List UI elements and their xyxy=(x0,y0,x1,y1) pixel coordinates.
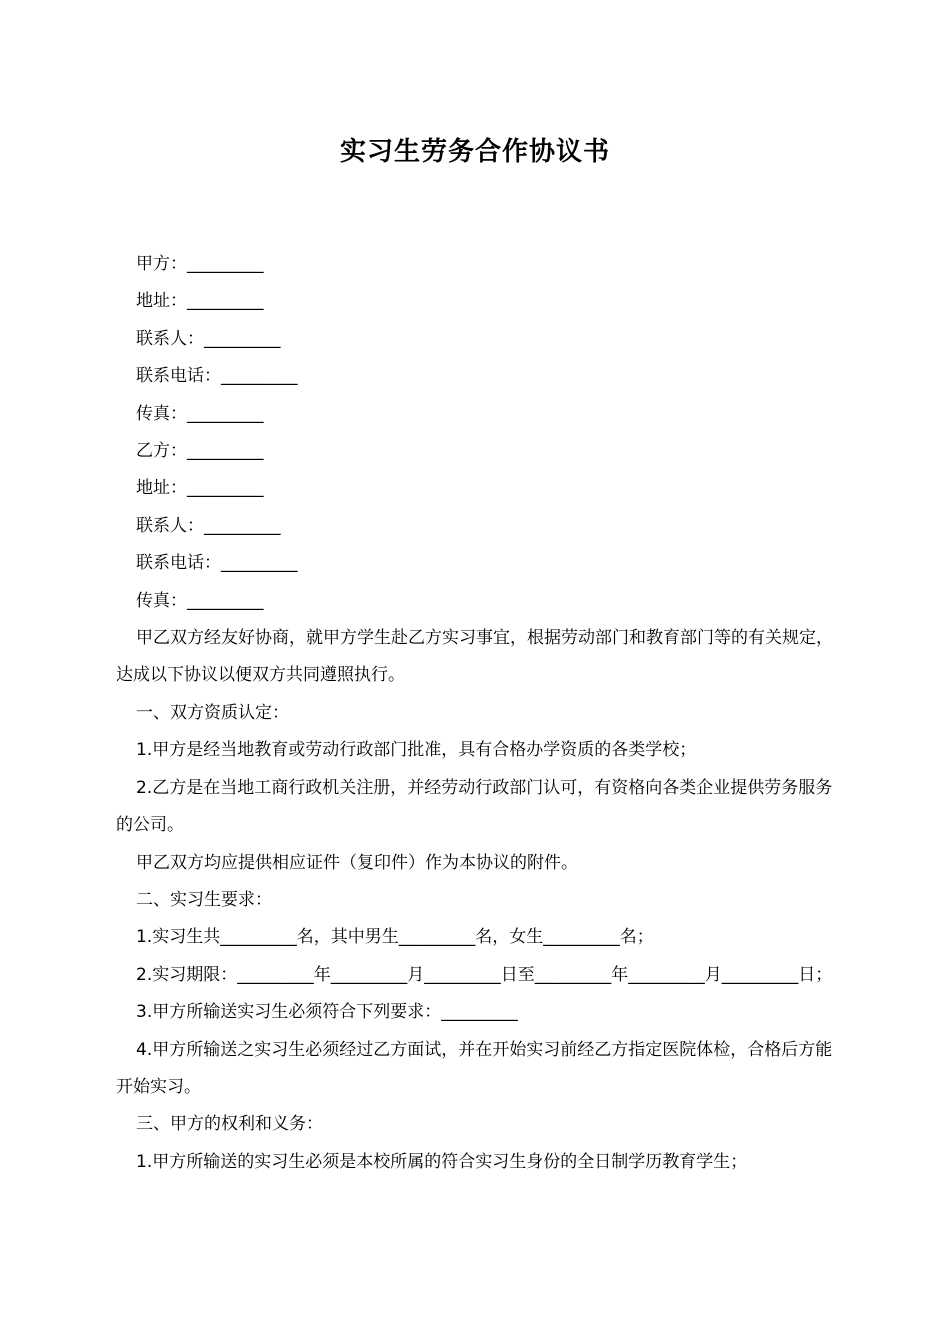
paragraph-1-note: 甲乙双方均应提供相应证件（复印件）作为本协议的附件。 xyxy=(136,852,578,873)
party-b-phone: 联系电话：_________ xyxy=(136,553,298,574)
paragraph-2-1: 1.实习生共_________名，其中男生_________名，女生_________名； xyxy=(136,927,654,948)
party-a-phone: 联系电话：_________ xyxy=(136,366,298,387)
paragraph-2-3: 3.甲方所输送实习生必须符合下列要求：_________ xyxy=(136,1002,518,1023)
party-a-name: 甲方：_________ xyxy=(136,254,264,274)
party-a-fax: 传真：_________ xyxy=(136,403,264,424)
document-body xyxy=(116,246,836,1181)
paragraph-2-4: 4.甲方所输送之实习生必须经过乙方面试，并在开始实习前经乙方指定医院体检，合格后方能开始实习。 xyxy=(116,1039,833,1097)
party-b-contact: 联系人：_________ xyxy=(136,515,281,536)
document-title: 实习生劳务合作协议书 xyxy=(339,137,610,167)
party-b-fax: 传真：_________ xyxy=(136,590,264,611)
party-b-name: 乙方：_________ xyxy=(136,441,264,462)
paragraph-1-1: 1.甲方是经当地教育或劳动行政部门批准，具有合格办学资质的各类学校； xyxy=(136,740,697,761)
paragraph-3-1: 1.甲方所输送的实习生必须是本校所属的符合实习生身份的全日制学历教育学生； xyxy=(136,1151,748,1172)
paragraph-2-2: 2.实习期限：_________年_________月_________日至_________年_________月_________日； xyxy=(136,964,833,985)
party-b-address: 地址：_________ xyxy=(136,478,264,499)
section-heading-1: 一、双方资质认定： xyxy=(136,702,289,723)
section-heading-3: 三、甲方的权利和义务： xyxy=(136,1114,323,1135)
party-a-contact: 联系人：_________ xyxy=(136,328,281,349)
paragraph-1-2: 2.乙方是在当地工商行政机关注册，并经劳动行政部门认可，有资格向各类企业提供劳务服务的公司。 xyxy=(116,777,833,836)
party-a-address: 地址：_________ xyxy=(136,291,264,312)
paragraph-preamble: 甲乙双方经友好协商，就甲方学生赴乙方实习事宜，根据劳动部门和教育部门等的有关规定，达成以下协议以便双方共同遵照执行。 xyxy=(116,628,833,686)
section-heading-2: 二、实习生要求： xyxy=(136,889,272,910)
